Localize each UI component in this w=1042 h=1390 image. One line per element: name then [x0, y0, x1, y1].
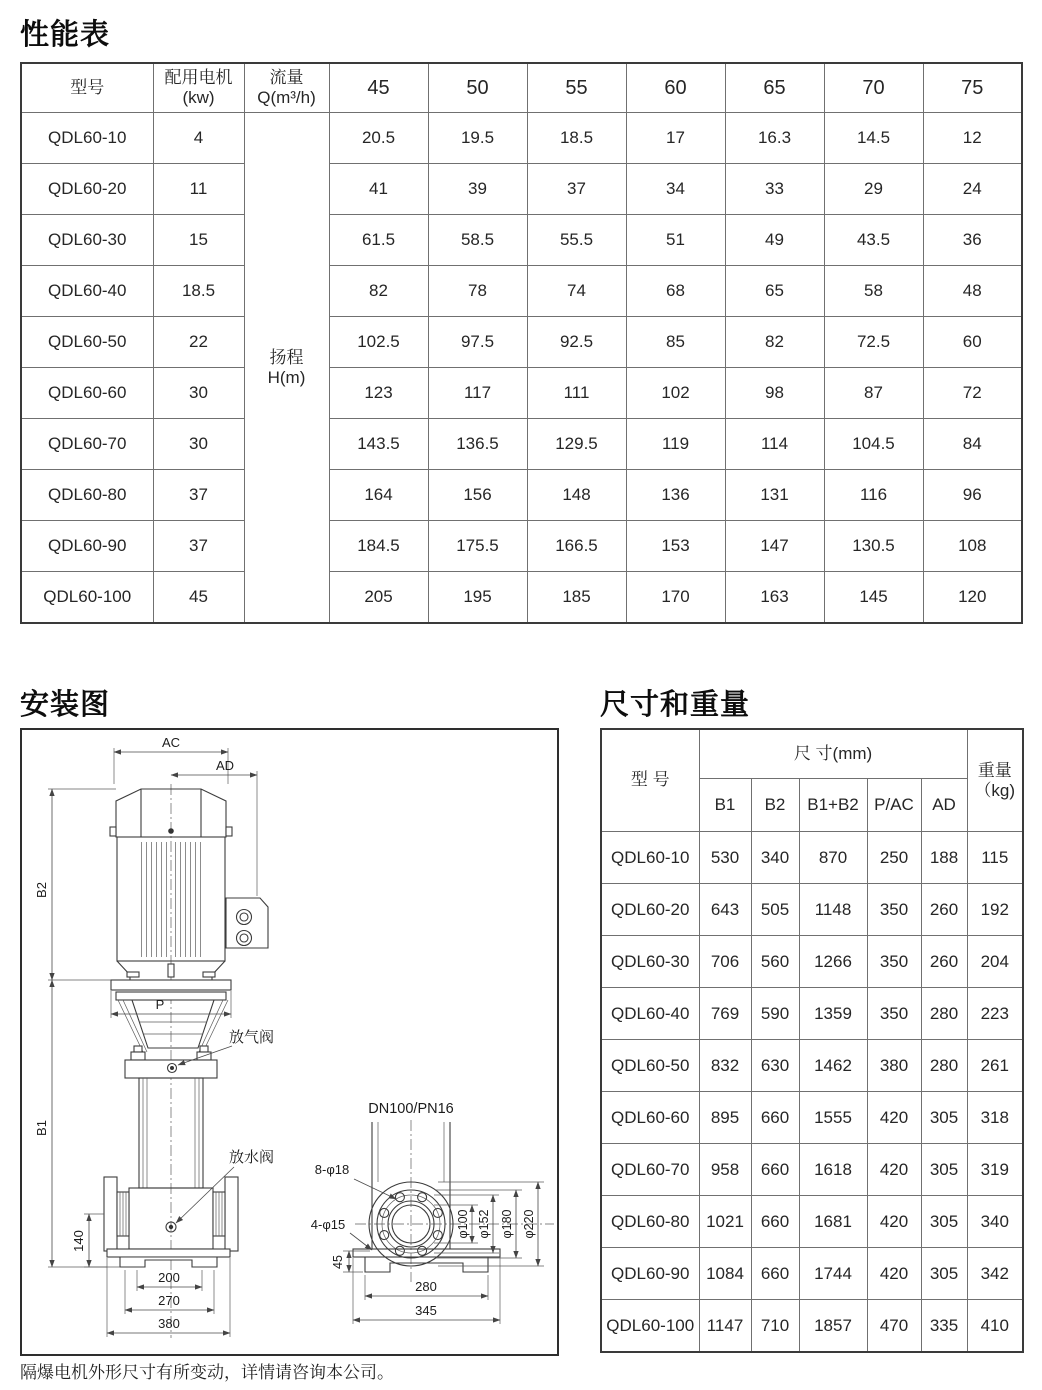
dim-label-280: 280: [415, 1279, 437, 1294]
cell: 87: [824, 368, 923, 419]
cell: 1084: [699, 1248, 751, 1300]
cell-kw: 4: [153, 113, 244, 164]
cell-model: QDL60-60: [601, 1092, 699, 1144]
cell-model: QDL60-70: [21, 419, 153, 470]
cell: 153: [626, 521, 725, 572]
cell: 108: [923, 521, 1022, 572]
cell: 156: [428, 470, 527, 521]
cell-kw: 11: [153, 164, 244, 215]
cell-model: QDL60-90: [601, 1248, 699, 1300]
cell: 223: [967, 988, 1023, 1040]
cell: 14.5: [824, 113, 923, 164]
cell: 192: [967, 884, 1023, 936]
table-row: [21, 266, 1022, 317]
col-header-flow: [244, 63, 329, 113]
cell: 1266: [799, 936, 867, 988]
cell: 706: [699, 936, 751, 988]
cell: 260: [921, 884, 967, 936]
col-header-weight: [967, 729, 1023, 832]
cell: 117: [428, 368, 527, 419]
cell-model: QDL60-70: [601, 1144, 699, 1196]
cell: 1681: [799, 1196, 867, 1248]
cell: 1147: [699, 1300, 751, 1353]
dimension-lines-front: [34, 735, 257, 1337]
cell: 102: [626, 368, 725, 419]
cell: 335: [921, 1300, 967, 1353]
table-row: [601, 1144, 1023, 1196]
pump-drawing-svg: [22, 730, 557, 1354]
col-header-b2: B2: [751, 779, 799, 832]
col-header-flow-65: 65: [725, 63, 824, 113]
cell: 305: [921, 1248, 967, 1300]
cell: 19.5: [428, 113, 527, 164]
cell-model: QDL60-40: [601, 988, 699, 1040]
cell: 39: [428, 164, 527, 215]
table-row: [601, 1092, 1023, 1144]
cell: 342: [967, 1248, 1023, 1300]
cell: 48: [923, 266, 1022, 317]
cell: 660: [751, 1248, 799, 1300]
cell: 84: [923, 419, 1022, 470]
dim-label-200: 200: [158, 1270, 180, 1285]
holes4-label: 4-φ15: [310, 1217, 346, 1232]
col-header-b1b2: B1+B2: [799, 779, 867, 832]
table-row: [21, 521, 1022, 572]
cell: 82: [329, 266, 428, 317]
col-header-flow-75: 75: [923, 63, 1022, 113]
motor-header-line1: 配用电机: [164, 68, 233, 88]
table-row: [601, 884, 1023, 936]
table-row: [21, 113, 1022, 164]
cell-kw: 18.5: [153, 266, 244, 317]
merged-head-cell: [244, 113, 329, 624]
dim-label-45: 45: [331, 1255, 345, 1269]
cell: 350: [867, 988, 921, 1040]
cell: 148: [527, 470, 626, 521]
dim-label-dia152: φ152: [477, 1209, 491, 1239]
cell: 420: [867, 1248, 921, 1300]
col-header-flow-70: 70: [824, 63, 923, 113]
installation-drawing: [20, 728, 559, 1356]
cell-model: QDL60-30: [601, 936, 699, 988]
cell: 184.5: [329, 521, 428, 572]
drain-valve-label: 放水阀: [229, 1149, 275, 1166]
cell: 261: [967, 1040, 1023, 1092]
performance-table-title: 性能表: [20, 19, 111, 51]
cell: 710: [751, 1300, 799, 1353]
footnote: 隔爆电机外形尺寸有所变动，详情请咨询本公司。: [20, 1363, 394, 1382]
cell: 280: [921, 988, 967, 1040]
cell: 660: [751, 1196, 799, 1248]
table-row: [601, 1248, 1023, 1300]
cell-model: QDL60-50: [21, 317, 153, 368]
cell-kw: 15: [153, 215, 244, 266]
head-label-line1: 扬程: [269, 347, 304, 367]
cell: 505: [751, 884, 799, 936]
cell: 832: [699, 1040, 751, 1092]
cell: 20.5: [329, 113, 428, 164]
cell-kw: 45: [153, 572, 244, 624]
col-header-flow-50: 50: [428, 63, 527, 113]
table-row: [21, 215, 1022, 266]
table-row: [21, 317, 1022, 368]
cell: 1744: [799, 1248, 867, 1300]
cell-model: QDL60-80: [21, 470, 153, 521]
cell: 1148: [799, 884, 867, 936]
col-header-flow-60: 60: [626, 63, 725, 113]
cell: 37: [527, 164, 626, 215]
col-header-flow-45: 45: [329, 63, 428, 113]
cell: 55.5: [527, 215, 626, 266]
cell-model: QDL60-60: [21, 368, 153, 419]
cell: 470: [867, 1300, 921, 1353]
cell: 958: [699, 1144, 751, 1196]
dim-label-ad: AD: [215, 758, 235, 773]
cell: 29: [824, 164, 923, 215]
cell: 175.5: [428, 521, 527, 572]
cell-model: QDL60-20: [21, 164, 153, 215]
cell: 420: [867, 1144, 921, 1196]
performance-table: [20, 62, 1023, 624]
performance-header-row: [21, 63, 1022, 113]
cell: 318: [967, 1092, 1023, 1144]
cell: 769: [699, 988, 751, 1040]
col-header-ad: AD: [921, 779, 967, 832]
cell: 36: [923, 215, 1022, 266]
cell: 119: [626, 419, 725, 470]
table-row: [21, 419, 1022, 470]
cell: 1462: [799, 1040, 867, 1092]
cell-model: QDL60-100: [601, 1300, 699, 1353]
dim-label-270: 270: [158, 1293, 180, 1308]
dim-label-p: P: [155, 997, 165, 1012]
cell: 41: [329, 164, 428, 215]
cell-model: QDL60-10: [21, 113, 153, 164]
table-row: [601, 988, 1023, 1040]
dim-label-140: 140: [71, 1230, 86, 1252]
cell-model: QDL60-30: [21, 215, 153, 266]
cell-model: QDL60-20: [601, 884, 699, 936]
head-label-line2: H(m): [267, 367, 306, 387]
cell: 660: [751, 1092, 799, 1144]
weight-header-line2: （kg): [974, 780, 1016, 800]
pump-base: [107, 1249, 230, 1267]
cell: 870: [799, 832, 867, 884]
cell: 204: [967, 936, 1023, 988]
cell: 82: [725, 317, 824, 368]
terminal-box: [226, 898, 268, 948]
cell: 114: [725, 419, 824, 470]
dim-label-345: 345: [415, 1303, 437, 1318]
flange-spec-label: DN100/PN16: [368, 1101, 454, 1117]
cell: 185: [527, 572, 626, 624]
cell: 660: [751, 1144, 799, 1196]
col-header-size-group: 尺 寸(mm): [699, 729, 967, 779]
cell: 250: [867, 832, 921, 884]
dimension-table: [600, 728, 1024, 1353]
cell: 163: [725, 572, 824, 624]
flow-header-line1: 流量: [269, 68, 304, 88]
cell-kw: 37: [153, 521, 244, 572]
cell: 12: [923, 113, 1022, 164]
cell: 60: [923, 317, 1022, 368]
table-row: [21, 368, 1022, 419]
cell: 136: [626, 470, 725, 521]
flow-header-line2: Q(m³/h): [257, 88, 316, 107]
table-row: [601, 1196, 1023, 1248]
cell-model: QDL60-100: [21, 572, 153, 624]
cell: 280: [921, 1040, 967, 1092]
cell: 590: [751, 988, 799, 1040]
cell: 643: [699, 884, 751, 936]
dim-label-dia100: φ100: [456, 1209, 470, 1239]
cell: 130.5: [824, 521, 923, 572]
cell: 72: [923, 368, 1022, 419]
motor-header-line2: (kw): [182, 88, 215, 107]
dim-label-dia220: φ220: [522, 1209, 536, 1239]
weight-header-line1: 重量: [977, 760, 1012, 780]
cell: 420: [867, 1196, 921, 1248]
installation-title: 安装图: [20, 689, 111, 721]
cell: 58: [824, 266, 923, 317]
cell: 17: [626, 113, 725, 164]
cell-kw: 37: [153, 470, 244, 521]
col-header-model: 型号: [21, 63, 153, 113]
cell: 74: [527, 266, 626, 317]
cell: 530: [699, 832, 751, 884]
cell: 102.5: [329, 317, 428, 368]
col-header-model: 型 号: [601, 729, 699, 832]
cell: 33: [725, 164, 824, 215]
dim-label-ac: AC: [161, 735, 181, 750]
cell: 72.5: [824, 317, 923, 368]
cell: 340: [967, 1196, 1023, 1248]
cell: 58.5: [428, 215, 527, 266]
pump-front-view: [34, 735, 274, 1338]
cell-kw: 30: [153, 368, 244, 419]
cell: 147: [725, 521, 824, 572]
cell: 188: [921, 832, 967, 884]
cell: 98: [725, 368, 824, 419]
cell: 305: [921, 1144, 967, 1196]
cell: 68: [626, 266, 725, 317]
cell: 319: [967, 1144, 1023, 1196]
cell-model: QDL60-50: [601, 1040, 699, 1092]
cell: 111: [527, 368, 626, 419]
air-valve-label: 放气阀: [229, 1029, 275, 1046]
cell: 104.5: [824, 419, 923, 470]
cell: 1021: [699, 1196, 751, 1248]
cell: 420: [867, 1092, 921, 1144]
cell-model: QDL60-40: [21, 266, 153, 317]
table-row: [601, 1040, 1023, 1092]
cell: 43.5: [824, 215, 923, 266]
col-header-flow-55: 55: [527, 63, 626, 113]
cell: 51: [626, 215, 725, 266]
cell: 1618: [799, 1144, 867, 1196]
cell: 115: [967, 832, 1023, 884]
cell: 97.5: [428, 317, 527, 368]
cell: 260: [921, 936, 967, 988]
cell: 92.5: [527, 317, 626, 368]
dim-label-b2: B2: [34, 882, 49, 898]
cell: 16.3: [725, 113, 824, 164]
cell: 120: [923, 572, 1022, 624]
col-header-motor: [153, 63, 244, 113]
table-row: [601, 1300, 1023, 1353]
cell: 340: [751, 832, 799, 884]
cell: 61.5: [329, 215, 428, 266]
cell-model: QDL60-10: [601, 832, 699, 884]
cell: 78: [428, 266, 527, 317]
cell: 895: [699, 1092, 751, 1144]
col-header-b1: B1: [699, 779, 751, 832]
dim-label-dia180: φ180: [500, 1209, 514, 1239]
holes8-label: 8-φ18: [314, 1162, 350, 1177]
cell: 129.5: [527, 419, 626, 470]
dim-label-380: 380: [158, 1316, 180, 1331]
cell: 24: [923, 164, 1022, 215]
cell: 350: [867, 936, 921, 988]
table-row: [21, 164, 1022, 215]
cell: 630: [751, 1040, 799, 1092]
table-row: [21, 572, 1022, 624]
cell: 96: [923, 470, 1022, 521]
hole-callouts: [311, 1162, 396, 1250]
cell-kw: 22: [153, 317, 244, 368]
cell-kw: 30: [153, 419, 244, 470]
cell: 131: [725, 470, 824, 521]
cell-model: QDL60-80: [601, 1196, 699, 1248]
cell: 85: [626, 317, 725, 368]
table-row: [21, 470, 1022, 521]
cell: 205: [329, 572, 428, 624]
dims-header-row1: [601, 729, 1023, 779]
cell: 123: [329, 368, 428, 419]
cell: 195: [428, 572, 527, 624]
cell: 350: [867, 884, 921, 936]
col-header-pac: P/AC: [867, 779, 921, 832]
table-row: [601, 832, 1023, 884]
cell: 410: [967, 1300, 1023, 1353]
cell: 18.5: [527, 113, 626, 164]
cell: 34: [626, 164, 725, 215]
cell: 116: [824, 470, 923, 521]
cell: 305: [921, 1196, 967, 1248]
cell: 560: [751, 936, 799, 988]
cell: 164: [329, 470, 428, 521]
cell: 380: [867, 1040, 921, 1092]
cell: 166.5: [527, 521, 626, 572]
cell: 1359: [799, 988, 867, 1040]
cell: 65: [725, 266, 824, 317]
cell: 170: [626, 572, 725, 624]
dim-label-b1: B1: [34, 1120, 49, 1136]
cell: 1857: [799, 1300, 867, 1353]
cell: 1555: [799, 1092, 867, 1144]
cell: 305: [921, 1092, 967, 1144]
cell: 136.5: [428, 419, 527, 470]
cell-model: QDL60-90: [21, 521, 153, 572]
cell: 145: [824, 572, 923, 624]
flange-view: [311, 1101, 554, 1324]
cell: 143.5: [329, 419, 428, 470]
dimension-table-title: 尺寸和重量: [600, 689, 751, 721]
cell: 49: [725, 215, 824, 266]
table-row: [601, 936, 1023, 988]
